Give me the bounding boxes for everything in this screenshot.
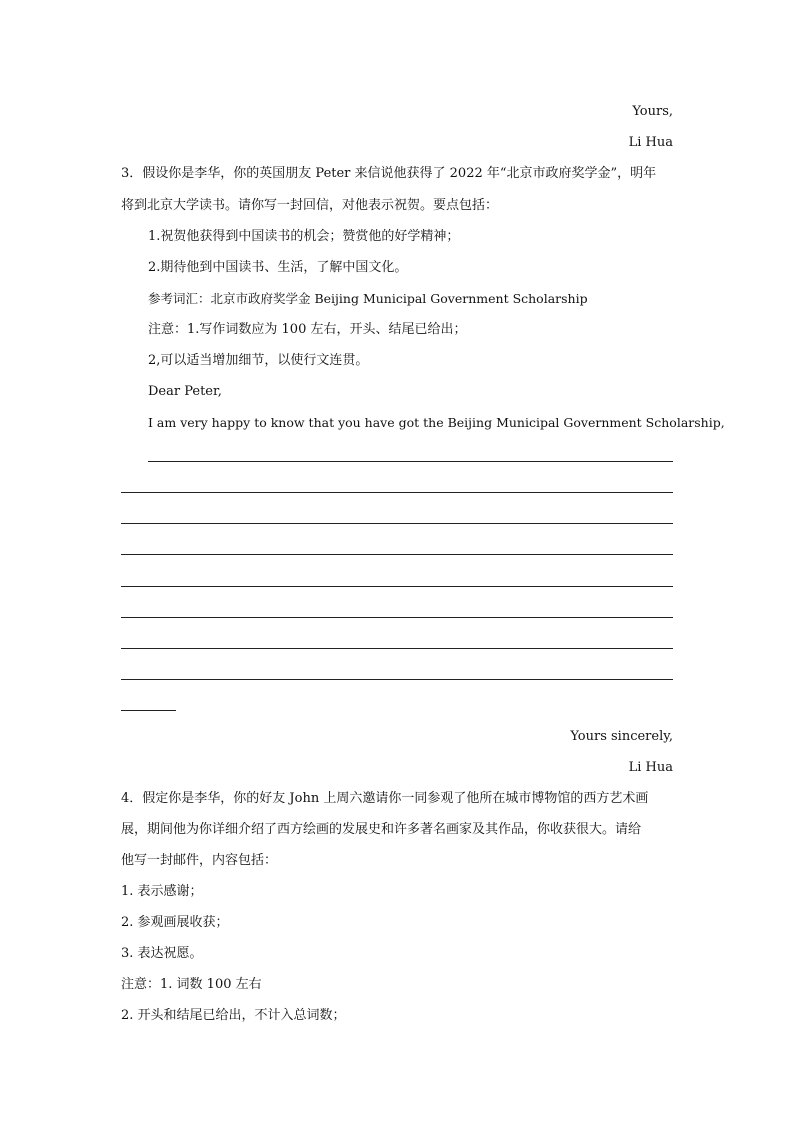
q3-closing: Yours sincerely, xyxy=(570,729,673,744)
q4-note2: 2. 开头和结尾已给出，不计入总词数； xyxy=(121,1008,346,1023)
answer-line[interactable] xyxy=(121,586,673,587)
answer-line-short[interactable] xyxy=(121,710,176,711)
answer-line[interactable] xyxy=(121,648,673,649)
q3-prompt-line2: 将到北京大学读书。请你写一封回信，对他表示祝贺。要点包括： xyxy=(121,198,499,213)
previous-closing-yours: Yours, xyxy=(632,104,673,119)
q4-point2: 2. 参观画展收获； xyxy=(121,915,229,930)
q3-note1: 注意：1.写作词数应为 100 左右，开头、结尾已给出； xyxy=(148,322,467,337)
q4-prompt-line3: 他写一封邮件，内容包括： xyxy=(121,853,278,868)
q3-salutation: Dear Peter, xyxy=(148,384,222,399)
q3-name: Li Hua xyxy=(628,760,673,775)
answer-line[interactable] xyxy=(121,554,673,555)
previous-closing-name: Li Hua xyxy=(628,135,673,150)
q3-note2: 2,可以适当增加细节，以使行文连贯。 xyxy=(148,353,369,368)
answer-line[interactable] xyxy=(121,617,673,618)
q4-prompt-line1: 4．假定你是李华，你的好友 John 上周六邀请你一同参观了他所在城市博物馆的西方艺术画 xyxy=(121,791,649,806)
q3-point1: 1.祝贺他获得到中国读书的机会；赞赏他的好学精神； xyxy=(148,229,460,244)
q4-prompt-line2: 展，期间他为你详细介绍了西方绘画的发展史和许多著名画家及其作品，你收获很大。请给 xyxy=(121,822,642,837)
q3-point2: 2.期待他到中国读书、生活，了解中国文化。 xyxy=(148,260,408,275)
q4-point1: 1. 表示感谢； xyxy=(121,884,203,899)
q4-note1: 注意：1. 词数 100 左右 xyxy=(121,977,262,992)
answer-line[interactable] xyxy=(121,679,673,680)
answer-line[interactable] xyxy=(121,492,673,493)
answer-line[interactable] xyxy=(121,523,673,524)
answer-line[interactable] xyxy=(148,461,673,462)
q3-vocab: 参考词汇：北京市政府奖学金 Beijing Municipal Government Scholarship xyxy=(148,291,588,306)
q3-opening-sentence: I am very happy to know that you have got the Beijing Municipal Government Scholarship, xyxy=(148,415,725,430)
q3-prompt-line1: 3．假设你是李华，你的英国朋友 Peter 来信说他获得了 2022 年“北京市政府奖学金”，明年 xyxy=(121,166,657,181)
q4-point3: 3. 表达祝愿。 xyxy=(121,946,203,961)
